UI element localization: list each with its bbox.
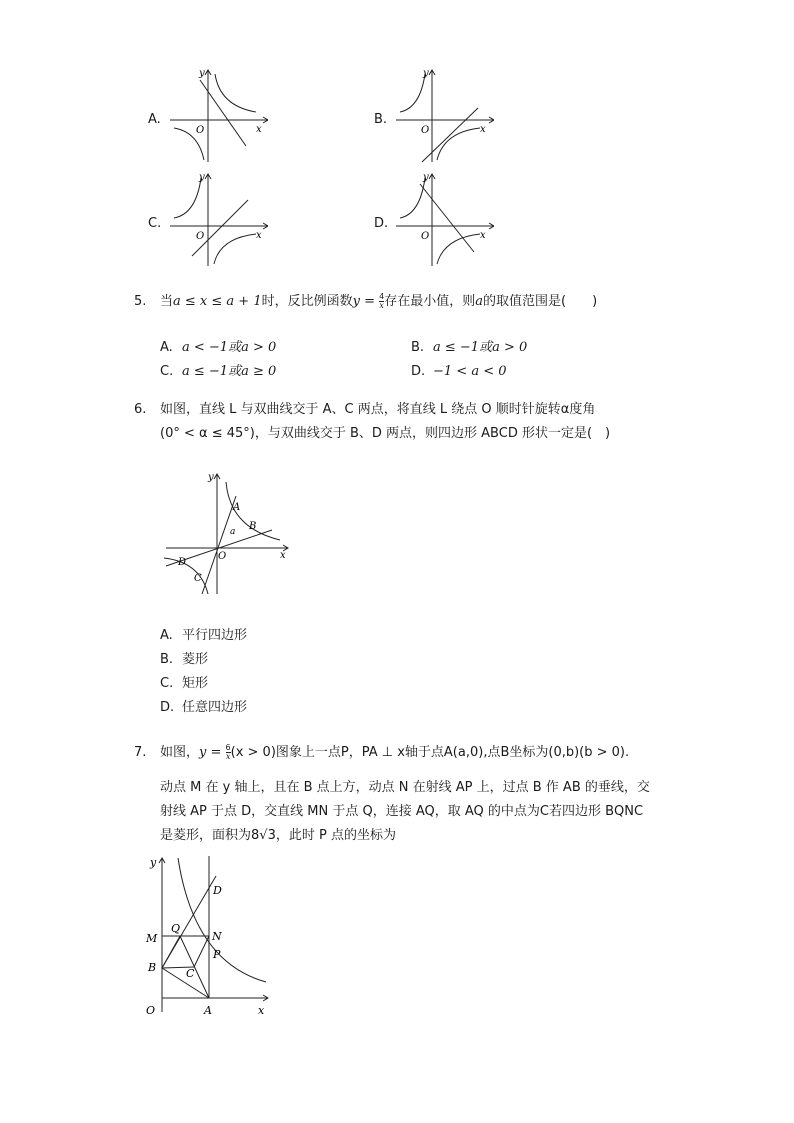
q5-option-a — [160, 338, 276, 358]
math-condition: a ≤ x ≤ a + 1 — [173, 294, 262, 309]
option-label: B. — [374, 112, 388, 127]
option-label: A. — [148, 112, 161, 127]
question-7-line4 — [160, 826, 396, 846]
y-axis-label: y — [199, 68, 205, 79]
point-d-label: D — [213, 884, 222, 897]
fraction: $\frac{6}{x}$ — [225, 743, 231, 761]
y-axis-label: y — [208, 472, 214, 483]
question-7-line3: 射线 AP 于点 D，交直线 MN 于点 Q，连接 AQ，取 AQ 的中点为C若四边形 BQNC — [160, 804, 644, 819]
math-var: a — [475, 294, 483, 309]
x-axis-label: x — [280, 550, 286, 561]
question-number: 7. — [134, 745, 147, 760]
question-7 — [134, 743, 629, 763]
question-7-line2: 动点 M 在 y 轴上，且在 B 点上方，动点 N 在射线 AP 上，过点 B 作 AB 的垂线，交 — [160, 780, 650, 795]
question-text: 如图，直线 L 与双曲线交于 A、C 两点，将直线 L 绕点 O 顺时针旋转α度角 — [160, 402, 596, 417]
y-axis-label: y — [199, 172, 205, 183]
option-label: D. — [374, 216, 389, 231]
question-text: (x > 0)图象上一点P，PA ⊥ x轴于点A(a,0),点B坐标为(0,b)(b > 0). — [230, 745, 630, 760]
y-axis-label: y — [423, 172, 429, 183]
math-function: y = — [199, 745, 226, 760]
question-text: 存在最小值，则 — [384, 294, 476, 309]
question-text: 是菱形，面积为8 — [160, 828, 260, 843]
point-q-label: Q — [171, 922, 181, 935]
question-text: 时，反比例函数 — [261, 294, 353, 309]
graph-option-c — [148, 170, 268, 270]
x-axis-label: x — [258, 1004, 265, 1017]
graph-option-a — [148, 66, 268, 166]
option-label: C. — [160, 676, 174, 691]
option-text: 平行四边形 — [182, 628, 248, 643]
question-number: 5. — [134, 294, 147, 309]
option-text: a < −1或a > 0 — [182, 340, 277, 355]
q7-figure — [142, 852, 272, 1022]
option-label: A. — [160, 628, 173, 643]
q5-option-b — [411, 338, 527, 358]
option-label: C. — [148, 216, 162, 231]
option-label: D. — [160, 700, 175, 715]
origin-label: O — [218, 551, 227, 562]
x-axis-label: x — [480, 124, 486, 135]
question-6-line2: (0° < α ≤ 45°)，与双曲线交于 B、D 两点，则四边形 ABCD 形状一定是( ) — [160, 426, 611, 441]
q6-figure — [160, 466, 290, 598]
graph-option-b — [374, 66, 494, 166]
option-text: a ≤ −1或a ≥ 0 — [182, 364, 277, 379]
origin-label: O — [421, 231, 430, 242]
sqrt-expression: √3 — [259, 828, 276, 843]
point-b-label: B — [249, 521, 257, 532]
q5-option-c — [160, 362, 276, 382]
option-text: 矩形 — [182, 676, 209, 691]
option-text: 任意四边形 — [182, 700, 248, 715]
y-axis-label: y — [150, 856, 157, 869]
graph-b-figure — [394, 66, 494, 166]
point-n-label: N — [212, 930, 222, 943]
q6-option-d — [160, 698, 247, 718]
question-text: ，此时 P 点的坐标为 — [275, 828, 396, 843]
origin-label: O — [196, 231, 205, 242]
option-label: B. — [411, 340, 425, 355]
point-d-label: D — [178, 557, 187, 568]
point-m-label: M — [146, 932, 158, 945]
x-axis-label: x — [480, 230, 486, 241]
point-p-label: P — [213, 948, 221, 961]
point-a-label: A — [233, 502, 241, 513]
graph-a-figure — [168, 66, 268, 166]
graph-c-figure — [168, 170, 268, 270]
option-label: A. — [160, 340, 173, 355]
q5-option-d — [411, 362, 507, 382]
option-text: 菱形 — [182, 652, 209, 667]
graph-option-d — [374, 170, 494, 270]
question-text: 如图， — [160, 745, 200, 760]
question-6 — [134, 400, 595, 420]
point-c-label: C — [186, 967, 195, 980]
q6-option-a — [160, 626, 247, 646]
q6-option-b — [160, 650, 208, 670]
y-axis-label: y — [423, 68, 429, 79]
origin-label: O — [146, 1004, 156, 1017]
question-5 — [134, 292, 597, 312]
option-text: a ≤ −1或a > 0 — [433, 340, 528, 355]
origin-label: O — [421, 125, 430, 136]
math-function: y = — [352, 294, 380, 309]
point-c-label: C — [194, 573, 202, 584]
x-axis-label: x — [256, 230, 262, 241]
point-a-label: A — [204, 1004, 212, 1017]
origin-label: O — [196, 125, 205, 136]
alpha-label: a — [230, 527, 236, 537]
question-text: 的取值范围是( ) — [483, 294, 598, 309]
option-label: D. — [411, 364, 426, 379]
option-text: −1 < a < 0 — [433, 364, 507, 379]
x-axis-label: x — [256, 124, 262, 135]
q6-option-c — [160, 674, 208, 694]
point-b-label: B — [148, 961, 157, 974]
option-label: C. — [160, 364, 174, 379]
option-label: B. — [160, 652, 174, 667]
fraction: $\frac{4}{x}$ — [379, 292, 385, 310]
question-text: 当 — [160, 294, 174, 309]
graph-d-figure — [394, 170, 494, 270]
question-number: 6. — [134, 402, 147, 417]
